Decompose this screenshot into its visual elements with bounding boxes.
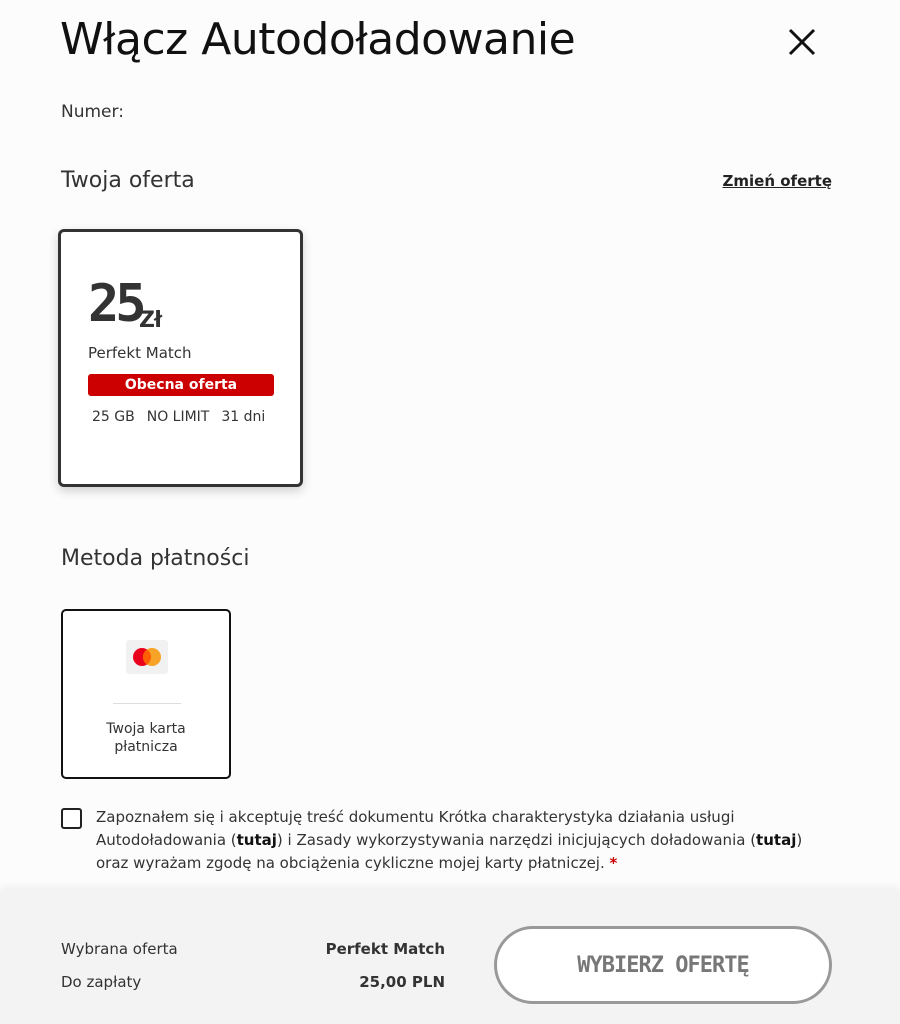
number-label: Numer: xyxy=(61,102,124,122)
offer-feature-duration: 31 dni xyxy=(221,409,266,425)
payment-divider xyxy=(113,703,181,704)
consent-link-1[interactable]: tutaj xyxy=(236,831,277,849)
consent-link-2[interactable]: tutaj xyxy=(756,831,797,849)
offer-section-title: Twoja oferta xyxy=(61,168,195,193)
mastercard-icon xyxy=(126,640,168,674)
payment-card-label: Twoja karta płatnicza xyxy=(106,721,186,755)
selected-offer-label: Wybrana oferta xyxy=(61,940,178,958)
offer-currency: Zł xyxy=(139,308,162,333)
offer-feature-limit: NO LIMIT xyxy=(146,409,210,425)
total-label: Do zapłaty xyxy=(61,973,142,991)
change-offer-link[interactable]: Zmień ofertę xyxy=(722,172,832,190)
offer-price: 25 xyxy=(88,274,143,334)
offer-features xyxy=(92,409,265,425)
required-mark: * xyxy=(609,854,618,872)
selected-offer-value: Perfekt Match xyxy=(325,940,445,958)
modal-title: Włącz Autodoładowanie xyxy=(60,14,576,65)
total-value: 25,00 PLN xyxy=(359,973,445,991)
offer-card[interactable] xyxy=(58,229,303,487)
close-icon xyxy=(782,22,822,62)
select-offer-button[interactable]: WYBIERZ OFERTĘ xyxy=(494,926,832,1004)
offer-feature-data: 25 GB xyxy=(92,409,135,425)
payment-card-option[interactable] xyxy=(61,609,231,779)
summary-footer xyxy=(0,890,900,1024)
current-offer-badge: Obecna oferta xyxy=(88,374,274,396)
consent-checkbox[interactable] xyxy=(61,808,82,829)
payment-section-title: Metoda płatności xyxy=(61,546,250,571)
close-button[interactable] xyxy=(782,22,822,62)
consent-text: Zapoznałem się i akceptuję treść dokumentu Krótka charakterystyka działania usługi Autodoładowania (tutaj) i Zasady wykorzystywania narzędzi inicjujących doładowania (tutaj) oraz wyrażam zgodę na obciążenia cykliczne mojej karty płatniczej. * xyxy=(96,808,803,872)
offer-name: Perfekt Match xyxy=(88,344,192,362)
